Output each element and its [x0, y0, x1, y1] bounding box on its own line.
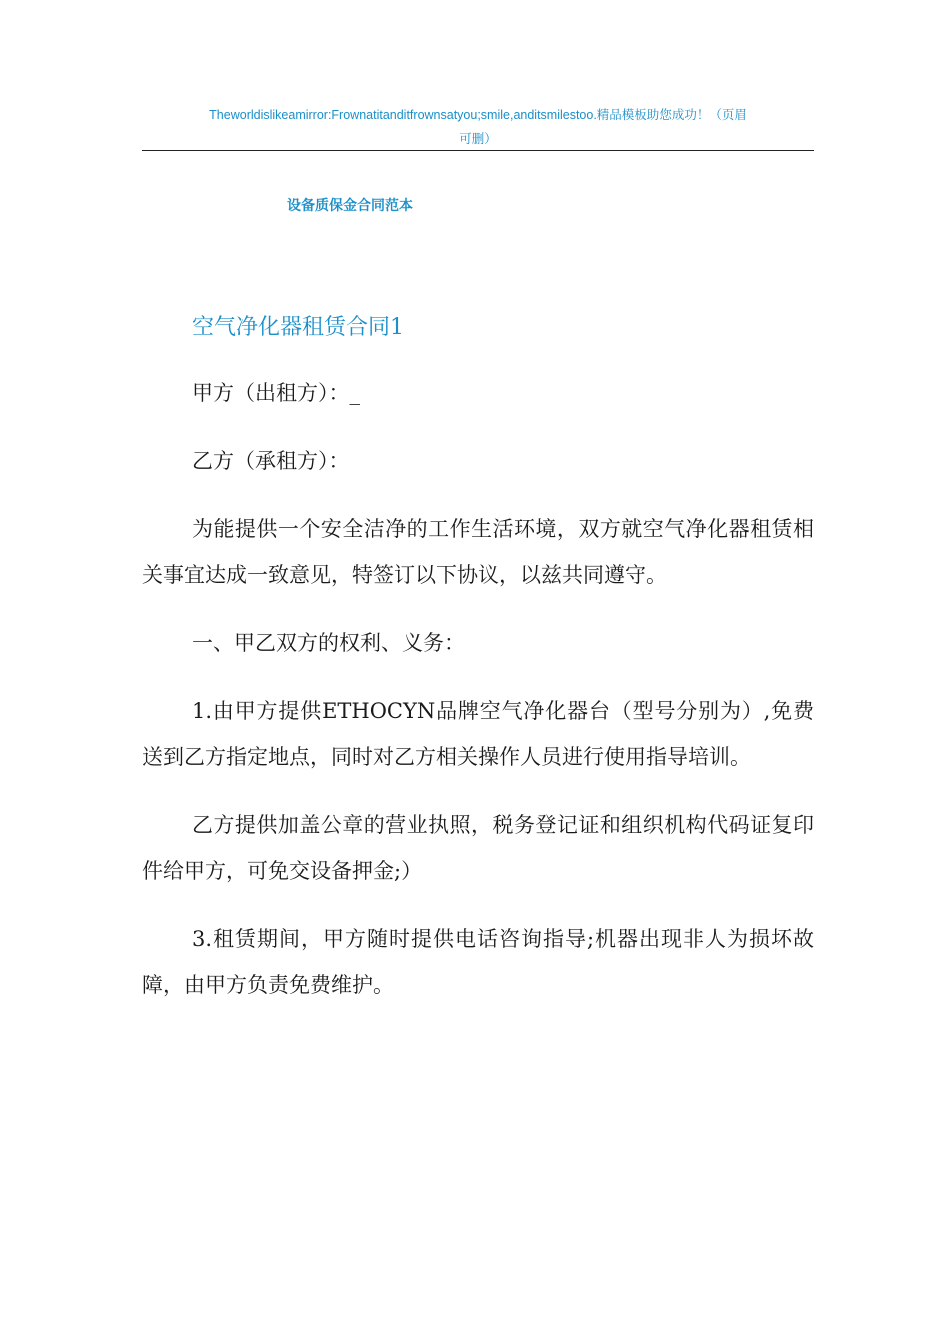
header-text-line2: 可删） — [459, 132, 497, 146]
page-header — [142, 103, 814, 151]
paragraph-intro: 为能提供一个安全洁净的工作生活环境，双方就空气净化器租赁相关事宜达成一致意见，特签订以下协议，以兹共同遵守。 — [142, 517, 814, 587]
section-heading: 空气净化器租赁合同1 — [192, 315, 404, 340]
paragraph-clause-3: 3.租赁期间，甲方随时提供电话咨询指导;机器出现非人为损坏故障，由甲方负责免费维护。 — [142, 927, 814, 997]
document-body — [142, 370, 814, 1030]
paragraph-clause-1: 1.由甲方提供ETHOCYN品牌空气净化器台（型号分别为）,免费送到乙方指定地点，同时对乙方相关操作人员进行使用指导培训。 — [142, 699, 814, 769]
paragraph-clause-2: 乙方提供加盖公章的营业执照，税务登记证和组织机构代码证复印件给甲方，可免交设备押金;） — [142, 813, 814, 883]
paragraph-party-a: 甲方（出租方）：_ — [192, 381, 360, 405]
paragraph-party-b: 乙方（承租方）： — [192, 449, 350, 473]
document-title: 设备质保金合同范本 — [287, 198, 413, 214]
header-divider — [142, 150, 814, 151]
header-text-line1: Theworldislikeamirror:Frownatitanditfrownsatyou;smile,anditsmilestoo.精品模板助您成功！（页眉 — [209, 108, 747, 122]
paragraph-rights-heading: 一、甲乙双方的权利、义务： — [192, 631, 465, 655]
